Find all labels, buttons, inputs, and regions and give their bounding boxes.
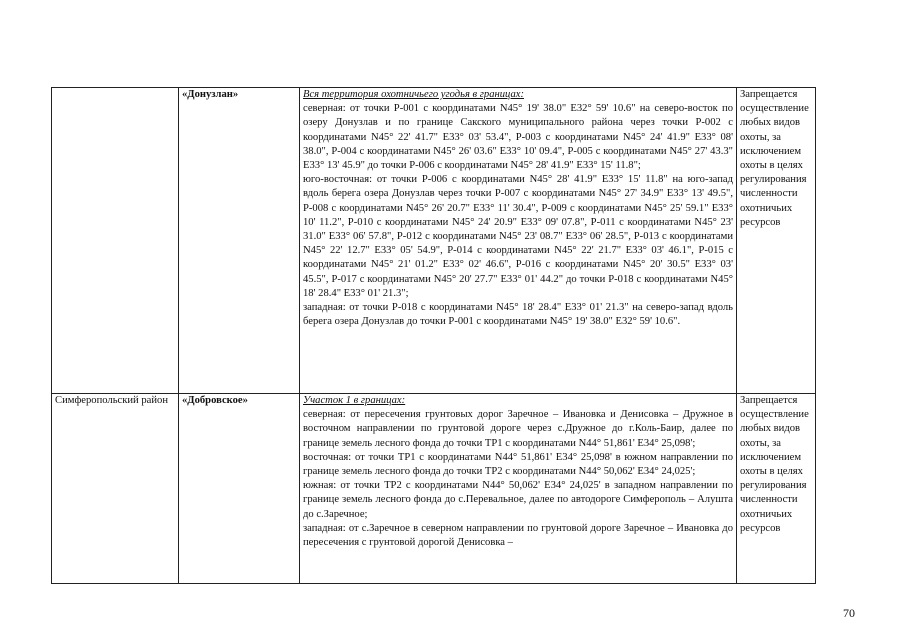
boundary-south: южная: от точки ТР2 с координатами N44° 50,062' E34° 24,025' в западном направлении по границе земель лесного фонда до с.Перевальное, далее по автодороге Симферополь – Алушта до с.Заречное; — [303, 480, 733, 520]
boundary-north: северная: от точки Р-001 с координатами N45° 19' 38.0" E32° 59' 10.6" на северо-восток по озеру Донузлав и по границе Сакского муниципального района через точки Р-002 с координатами N45° 22' 41.7" E33° 03' 53.4", Р-003 с координатами N45° 24' 41.9" E33° 08' 38.0", Р-004 с координатами N45° 26' 03.6" E33° 10' 09.4", Р-005 с координатами N45° 27' 43.3" E33° 13' 45.9" до точки Р-006 с координатами N45° 28' 41.9" E33° 15' 11.8"; — [303, 103, 733, 172]
district-cell — [52, 394, 179, 584]
boundary-north: северная: от пересечения грунтовых дорог Заречное – Ивановка и Денисовка – Дружное в восточном направлении по грунтовой дороге через с.Дружное до г.Коль-Баир, далее по границе земель лесного фонда до точки ТР1 с координатами N44° 51,861' E34° 25,098'; — [303, 409, 733, 449]
restriction-cell — [737, 394, 816, 584]
hunting-ground-name: «Донузлан» — [182, 89, 239, 100]
boundary-west: западная: от точки Р-018 с координатами N45° 18' 28.4" E33° 01' 21.3" на северо-запад вдоль берега озера Донузлав до точки Р-001 с координатами N45° 19' 38.0" E32° 59' 10.6". — [303, 302, 733, 328]
hunting-ground-name-cell — [179, 88, 300, 394]
page-number: 70 — [843, 606, 855, 620]
boundary-southeast: юго-восточная: от точки Р-006 с координатами N45° 28' 41.9" E33° 15' 11.8" на юго-запад вдоль берега озера Донузлав через точки Р-007 с координатами N45° 27' 34.9" E33° 13' 49.5", Р-008 с координатами N45° 26' 20.7" E33° 11' 30.4", Р-009 с координатами N45° 25' 59.1" E33° 10' 11.2", Р-010 с координатами N45° 24' 20.9" E33° 09' 07.8", Р-011 с координатами N45° 23' 31.0" E33° 06' 57.8", Р-012 с координатами N45° 23' 08.7" E33° 06' 28.5", Р-013 с координатами N45° 22' 12.7" E33° 05' 54.9", Р-014 с координатами N45° 22' 21.7" E33° 03' 46.1", Р-015 с координатами N45° 21' 01.2" E33° 02' 46.6", Р-016 с координатами N45° 20' 30.5" E33° 03' 45.5", Р-017 с координатами N45° 20' 27.7" E33° 01' 44.2" до точки Р-018 с координатами N45° 18' 28.4" E33° 01' 21.3"; — [303, 174, 733, 299]
table-row — [52, 394, 816, 584]
district-name: Симферопольский район — [55, 395, 169, 406]
hunting-ground-name-cell — [179, 394, 300, 584]
boundary-east: восточная: от точки ТР1 с координатами N44° 51,861' E34° 25,098' в южном направлении по границе земель лесного фонда до точки ТР2 с координатами N44° 50,062' E34° 24,025'; — [303, 451, 733, 478]
district-cell — [52, 88, 179, 394]
boundary-description-cell — [300, 88, 737, 394]
hunting-ground-name: «Добровское» — [182, 395, 248, 406]
boundary-header: Вся территория охотничьего угодья в границах: — [303, 89, 525, 100]
table-row — [52, 88, 816, 394]
hunting-grounds-table — [51, 87, 816, 584]
boundary-description-cell — [300, 394, 737, 584]
boundary-header: Участок 1 в границах: — [303, 395, 406, 406]
boundary-west: западная: от с.Заречное в северном направлении по грунтовой дороге Заречное – Ивановка до пересечения с грунтовой дорогой Денисовка – — [303, 522, 733, 549]
restriction-text: Запрещается осуществление любых видов охоты, за исключением охоты в целях регулирования численности охотничьих ресурсов — [740, 395, 809, 534]
restriction-text: Запрещается осуществление любых видов охоты, за исключением охоты в целях регулирования численности охотничьих ресурсов — [740, 89, 809, 228]
restriction-cell — [737, 88, 816, 394]
